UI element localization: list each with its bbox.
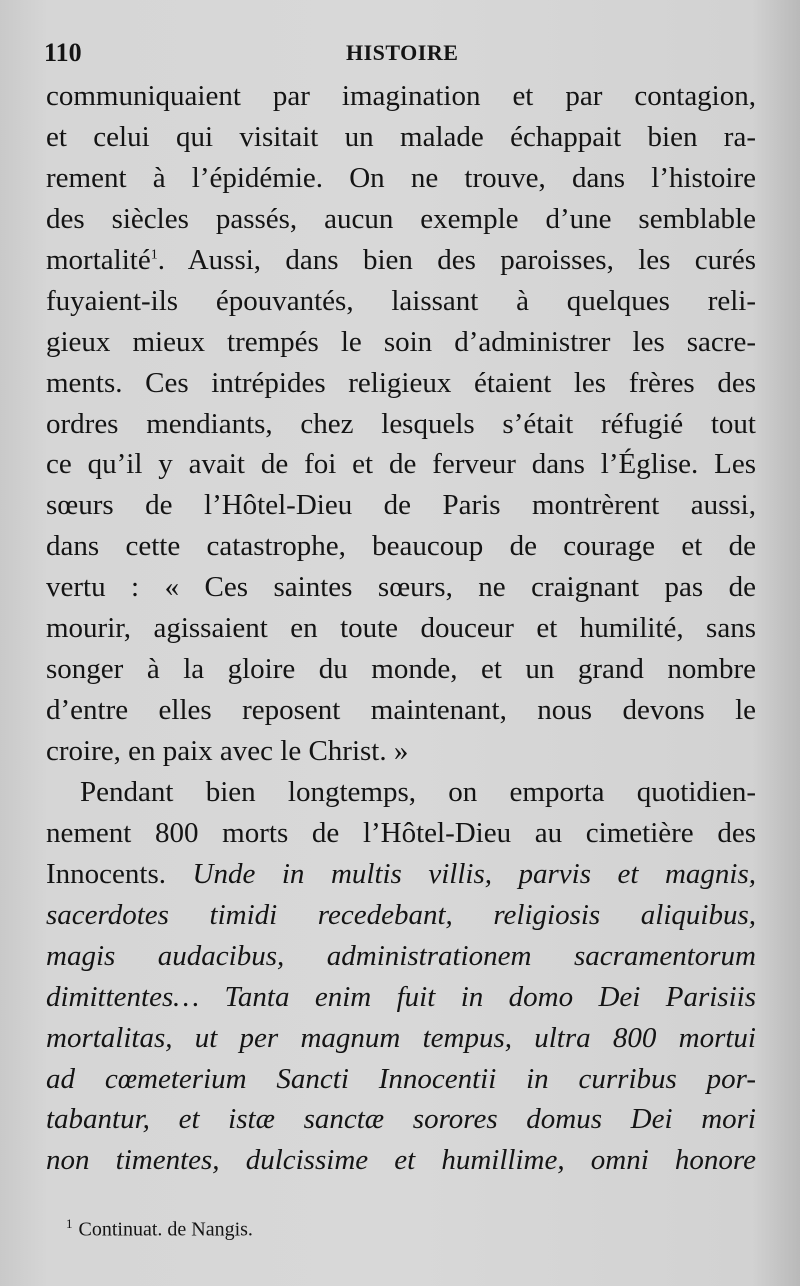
- footnote-marker: 1: [66, 1216, 73, 1231]
- footnote: [66, 1216, 253, 1242]
- text-line: gieux mieux trempés le soin d’administrer les sacre-: [46, 325, 756, 358]
- latin-line: magis audacibus, administrationem sacramentorum: [46, 939, 756, 972]
- text-fragment: Innocents.: [46, 857, 166, 890]
- latin-line: dimittentes… Tanta enim fuit in domo Dei Parisiis: [46, 980, 756, 1013]
- text-line: vertu : « Ces saintes sœurs, ne craignant pas de: [46, 571, 756, 604]
- latin-line: sacerdotes timidi recedebant, religiosis aliquibus,: [46, 898, 756, 931]
- text-line: dans cette catastrophe, beaucoup de courage et de: [46, 530, 756, 563]
- text-fragment: .: [157, 243, 188, 276]
- running-title: HISTOIRE: [346, 40, 459, 65]
- footnote-reference: 1: [150, 247, 158, 263]
- text-line: mourir, agissaient en toute douceur et humilité, sans: [46, 612, 756, 645]
- text-fragment: mortalité: [46, 243, 151, 276]
- latin-line: ad cœmeterium Sancti Innocentii in curribus por-: [46, 1062, 756, 1095]
- text-line: [46, 240, 756, 281]
- text-line: Pendant bien longtemps, on emporta quotidien-: [80, 775, 756, 808]
- text-line: [46, 854, 756, 895]
- text-line: croire, en paix avec le Christ. »: [46, 735, 409, 767]
- text-fragment: Aussi, dans bien des paroisses, les curés: [187, 243, 756, 276]
- text-line: d’entre elles reposent maintenant, nous devons le: [46, 694, 756, 727]
- text-line: songer à la gloire du monde, et un grand nombre: [46, 653, 756, 686]
- footnote-text: Continuat. de Nangis.: [78, 1218, 253, 1241]
- text-line: ments. Ces intrépides religieux étaient les frères des: [46, 366, 756, 399]
- text-line: fuyaient-ils épouvantés, laissant à quelques reli-: [46, 284, 756, 317]
- latin-line: tabantur, et istæ sanctæ sorores domus Dei mori: [46, 1103, 756, 1136]
- latin-quote: Unde in multis villis, parvis et magnis,: [192, 857, 756, 890]
- text-line: des siècles passés, aucun exemple d’une semblable: [46, 202, 756, 235]
- text-line: ordres mendiants, chez lesquels s’était réfugié tout: [46, 407, 756, 440]
- body-text: [46, 76, 756, 1181]
- text-line: ce qu’il y avait de foi et de ferveur dans l’Église. Les: [46, 448, 756, 481]
- latin-line: non timentes, dulcissime et humillime, omni honore: [46, 1144, 756, 1177]
- text-line: communiquaient par imagination et par contagion,: [46, 80, 756, 112]
- text-line: rement à l’épidémie. On ne trouve, dans l’histoire: [46, 161, 756, 194]
- page-number: 110: [44, 38, 82, 67]
- text-line: et celui qui visitait un malade échappait bien ra-: [46, 120, 756, 153]
- text-line: nement 800 morts de l’Hôtel-Dieu au cimetière des: [46, 816, 756, 849]
- text-line: sœurs de l’Hôtel-Dieu de Paris montrèrent aussi,: [46, 489, 756, 522]
- latin-line: mortalitas, ut per magnum tempus, ultra 800 mortui: [46, 1021, 756, 1054]
